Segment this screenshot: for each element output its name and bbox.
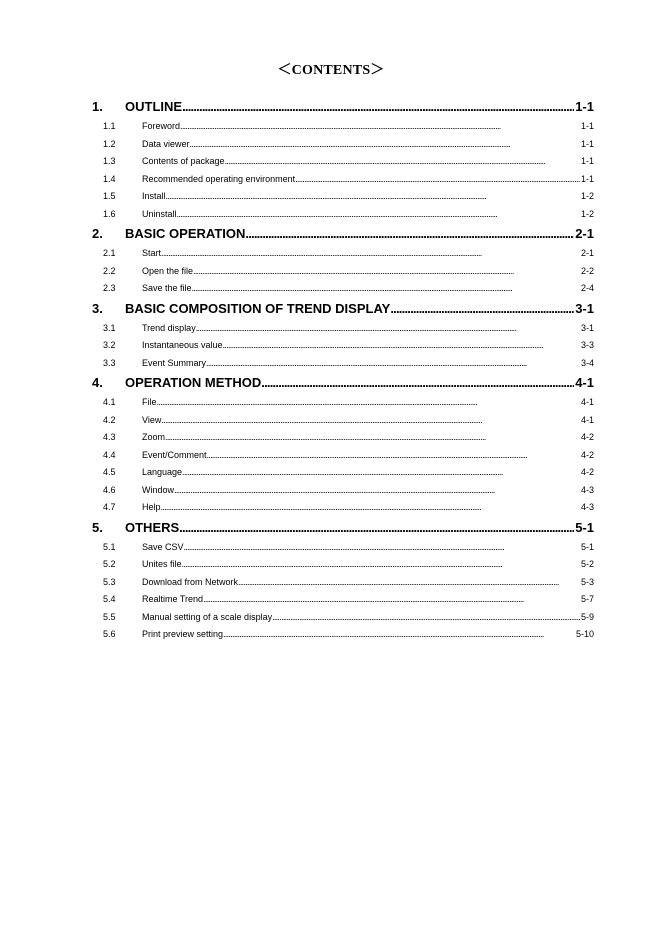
section-page-number: 1-1 — [580, 121, 594, 131]
section-title: Trend display — [142, 322, 196, 333]
dot-leader — [272, 609, 580, 627]
chapter-title: OTHERS — [125, 519, 180, 535]
section-page-number: 1-1 — [580, 156, 594, 166]
toc-section-entry[interactable] — [90, 171, 594, 189]
dot-leader — [182, 96, 574, 118]
dot-leader — [225, 153, 580, 171]
dot-leader — [192, 280, 580, 298]
section-page-number: 4-2 — [580, 432, 594, 442]
section-number: 5.4 — [103, 594, 116, 604]
chapter-page-number: 4-1 — [575, 375, 594, 390]
toc-section-entry[interactable] — [90, 263, 594, 281]
dot-leader — [182, 464, 580, 482]
dot-leader — [206, 355, 580, 373]
section-number: 1.3 — [103, 156, 116, 166]
section-number: 4.5 — [103, 467, 116, 477]
section-page-number: 5-2 — [580, 559, 594, 569]
dot-leader — [161, 245, 580, 263]
section-page-number: 3-1 — [580, 322, 594, 333]
chapter-title: BASIC COMPOSITION OF TREND DISPLAY — [125, 300, 391, 316]
section-page-number: 4-3 — [580, 484, 594, 495]
dot-leader — [165, 429, 580, 447]
section-number: 3.1 — [103, 322, 116, 333]
toc-section-entry[interactable] — [90, 136, 594, 154]
dot-leader — [161, 499, 580, 517]
section-number: 3.3 — [103, 357, 116, 368]
toc-section-entry[interactable] — [90, 206, 594, 224]
section-number: 2.2 — [103, 265, 116, 276]
section-number: 4.6 — [103, 484, 116, 495]
section-title: File — [142, 397, 157, 407]
dot-leader — [174, 482, 580, 500]
dot-leader — [184, 539, 580, 557]
chapter-page-number: 3-1 — [575, 300, 594, 316]
chapter-page-number: 1-1 — [575, 99, 594, 114]
section-number: 5.2 — [103, 559, 116, 569]
chapter-number: 3. — [92, 300, 103, 316]
section-number: 4.1 — [103, 397, 116, 407]
section-title: Zoom — [142, 432, 166, 442]
toc-section-entry[interactable] — [90, 609, 594, 627]
section-page-number: 1-2 — [580, 191, 594, 201]
toc-section-entry[interactable] — [90, 188, 594, 206]
dot-leader — [177, 206, 580, 224]
section-page-number: 2-4 — [580, 283, 594, 293]
section-number: 4.3 — [103, 432, 116, 442]
dot-leader — [203, 591, 580, 609]
dot-leader — [161, 412, 580, 430]
section-number: 1.4 — [103, 173, 116, 184]
toc-section-entry[interactable] — [90, 118, 594, 136]
section-number: 1.2 — [103, 138, 116, 149]
toc-chapter-entry[interactable] — [90, 517, 594, 539]
section-title: Event/Comment — [142, 449, 207, 460]
section-number: 5.1 — [103, 541, 116, 552]
dot-leader — [179, 517, 574, 539]
dot-leader — [157, 394, 580, 412]
dot-leader — [196, 320, 580, 338]
section-title: Save CSV — [142, 541, 184, 552]
toc-section-entry[interactable] — [90, 464, 594, 482]
section-title: Event Summary — [142, 357, 207, 368]
chapter-number: 1. — [92, 99, 103, 114]
dot-leader — [223, 337, 580, 355]
section-title: Foreword — [142, 121, 181, 131]
section-number: 2.1 — [103, 248, 116, 258]
section-number: 1.6 — [103, 208, 116, 219]
dot-leader — [238, 574, 580, 592]
dot-leader — [390, 298, 574, 320]
dot-leader — [166, 188, 580, 206]
section-page-number: 3-3 — [580, 340, 594, 350]
dot-leader — [207, 447, 580, 465]
table-of-contents — [90, 96, 594, 644]
section-title: Data viewer — [142, 138, 190, 149]
toc-section-entry[interactable] — [90, 429, 594, 447]
section-number: 5.6 — [103, 629, 116, 639]
section-title: Print preview setting — [142, 629, 224, 639]
dot-leader — [295, 171, 580, 189]
toc-section-entry[interactable] — [90, 280, 594, 298]
toc-section-entry[interactable] — [90, 482, 594, 500]
toc-section-entry[interactable] — [90, 355, 594, 373]
section-number: 5.3 — [103, 576, 116, 587]
chapter-title: OUTLINE — [125, 99, 183, 114]
section-page-number: 1-2 — [580, 208, 594, 219]
toc-section-entry[interactable] — [90, 626, 594, 644]
section-page-number: 1-1 — [580, 138, 594, 149]
chapter-number: 4. — [92, 375, 103, 390]
section-title: Language — [142, 467, 183, 477]
toc-section-entry[interactable] — [90, 447, 594, 465]
dot-leader — [223, 626, 575, 644]
section-page-number: 4-1 — [580, 414, 594, 425]
toc-section-entry[interactable] — [90, 539, 594, 557]
section-number: 1.5 — [103, 191, 116, 201]
dot-leader — [182, 556, 580, 574]
dot-leader — [190, 136, 580, 154]
section-number: 4.2 — [103, 414, 116, 425]
section-title: View — [142, 414, 162, 425]
dot-leader — [193, 263, 580, 281]
section-page-number: 5-9 — [580, 611, 594, 622]
toc-section-entry[interactable] — [90, 574, 594, 592]
toc-chapter-entry[interactable] — [90, 298, 594, 320]
section-page-number: 5-7 — [580, 594, 594, 604]
page-title: ＜CONTENTS＞ — [277, 63, 385, 78]
section-title: Open the file — [142, 265, 194, 276]
section-number: 4.7 — [103, 502, 116, 512]
section-page-number: 1-1 — [580, 173, 594, 184]
dot-leader — [180, 118, 580, 136]
section-page-number: 5-3 — [580, 576, 594, 587]
toc-section-entry[interactable] — [90, 245, 594, 263]
section-number: 4.4 — [103, 449, 116, 460]
section-title: Window — [142, 484, 175, 495]
chapter-page-number: 2-1 — [575, 226, 594, 241]
toc-section-entry[interactable] — [90, 556, 594, 574]
chapter-number: 5. — [92, 519, 103, 535]
section-title: Help — [142, 502, 161, 512]
section-title: Save the file — [142, 283, 192, 293]
section-page-number: 4-1 — [580, 397, 594, 407]
section-title: Uninstall — [142, 208, 177, 219]
section-page-number: 4-3 — [580, 502, 594, 512]
chapter-number: 2. — [92, 226, 103, 241]
section-page-number: 5-1 — [580, 541, 594, 552]
section-page-number: 4-2 — [580, 467, 594, 477]
toc-chapter-entry[interactable] — [90, 223, 594, 245]
section-title: Realtime Trend — [142, 594, 204, 604]
section-title: Instantaneous value — [142, 340, 223, 350]
toc-section-entry[interactable] — [90, 591, 594, 609]
toc-section-entry[interactable] — [90, 153, 594, 171]
section-title: Contents of package — [142, 156, 225, 166]
toc-section-entry[interactable] — [90, 412, 594, 430]
section-page-number: 2-2 — [580, 265, 594, 276]
section-page-number: 2-1 — [580, 248, 594, 258]
toc-section-entry[interactable] — [90, 320, 594, 338]
dot-leader — [245, 223, 574, 245]
toc-chapter-entry[interactable] — [90, 372, 594, 394]
dot-leader — [261, 372, 574, 394]
toc-section-entry[interactable] — [90, 337, 594, 355]
chapter-page-number: 5-1 — [575, 519, 594, 535]
toc-section-entry[interactable] — [90, 394, 594, 412]
section-page-number: 4-2 — [580, 449, 594, 460]
section-number: 3.2 — [103, 340, 116, 350]
section-page-number: 5-10 — [575, 629, 594, 639]
section-page-number: 3-4 — [580, 357, 594, 368]
chapter-title: OPERATION METHOD — [125, 375, 262, 390]
toc-chapter-entry[interactable] — [90, 96, 594, 118]
section-title: Manual setting of a scale display — [142, 611, 273, 622]
chapter-title: BASIC OPERATION — [125, 226, 246, 241]
section-number: 2.3 — [103, 283, 116, 293]
section-title: Unites file — [142, 559, 182, 569]
section-title: Start — [142, 248, 162, 258]
section-title: Recommended operating environment — [142, 173, 296, 184]
section-title: Install — [142, 191, 166, 201]
section-number: 1.1 — [103, 121, 116, 131]
section-title: Download from Network — [142, 576, 239, 587]
section-number: 5.5 — [103, 611, 116, 622]
toc-section-entry[interactable] — [90, 499, 594, 517]
